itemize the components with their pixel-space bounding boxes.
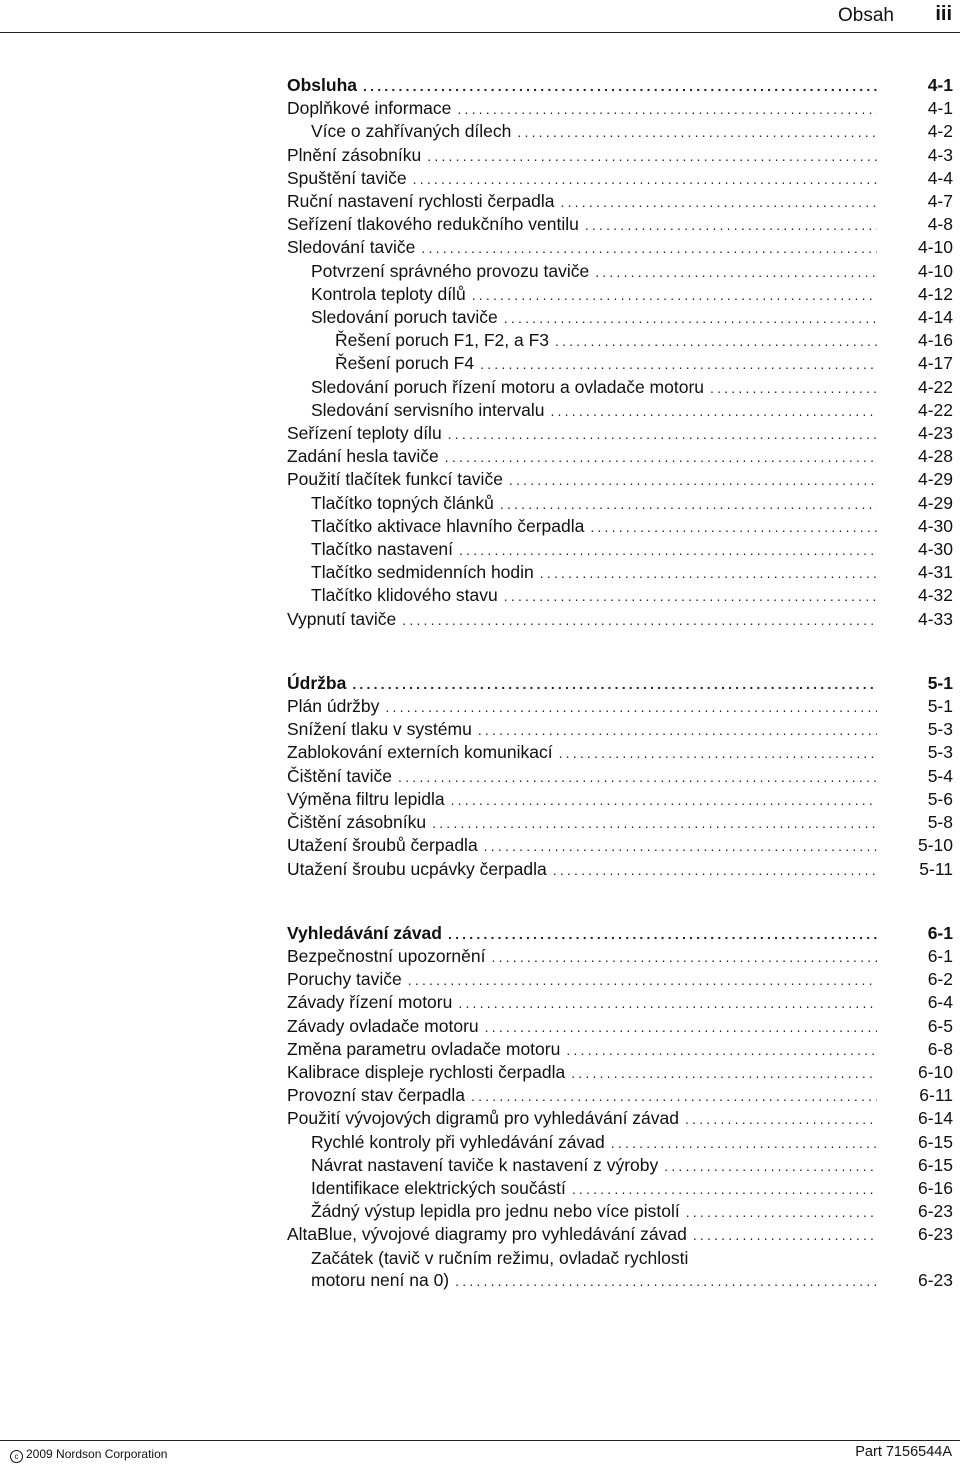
leader-dots [500,493,877,515]
leader-dots [561,191,878,213]
toc-entry-page: 5-6 [927,788,953,809]
toc-entry-page: 4-32 [917,585,953,606]
toc-entry-page: 4-17 [917,353,953,374]
toc-entry[interactable] [287,1038,953,1061]
toc-entry-page: 5-10 [917,835,953,856]
toc-entry[interactable] [287,167,953,190]
toc-entry-page: 4-3 [927,144,953,165]
toc-entry[interactable] [287,858,953,881]
toc-entry[interactable] [287,213,953,236]
toc-entry-title: Tlačítko topných článků [311,492,494,513]
toc-entry-page: 6-11 [919,1085,953,1106]
toc-entry-title: Změna parametru ovladače motoru [287,1038,561,1059]
toc-entry-title: Závady řízení motoru [287,992,453,1013]
toc-entry-title: Kontrola teploty dílů [311,283,466,304]
toc-entry[interactable] [287,538,953,561]
leader-dots [585,214,877,236]
leader-dots [408,969,877,991]
leader-dots [491,946,877,968]
toc-entry[interactable] [287,1154,953,1177]
leader-dots [472,284,877,306]
copyright-icon: c [10,1450,23,1463]
toc-entry-page: 6-2 [927,969,953,990]
leader-dots [478,719,877,741]
toc-chapter-heading[interactable] [287,74,953,97]
toc-entry[interactable] [287,1107,953,1130]
toc-entry-page: 6-23 [917,1269,953,1290]
toc-entry[interactable] [287,1131,953,1154]
toc-entry-title: Řešení poruch F4 [335,353,475,374]
leader-dots [590,516,877,538]
leader-dots [504,585,877,607]
leader-dots [686,1201,877,1223]
toc-entry[interactable] [287,376,953,399]
toc-entry-page: 4-33 [917,608,953,629]
toc-entry-page: 4-30 [917,539,953,560]
toc-entry[interactable] [287,695,953,718]
toc-section [287,672,953,881]
toc-entry-title: motoru není na 0) [311,1269,450,1290]
toc-entry-title: Sledování servisního intervalu [311,399,545,420]
leader-dots [459,539,877,561]
leader-dots [572,1178,877,1200]
leader-dots [445,446,877,468]
toc-entry-page: 6-1 [927,945,953,966]
toc-entry-page: 4-22 [917,376,953,397]
leader-dots [685,1108,877,1130]
toc-entry-page: 4-1 [927,98,953,119]
leader-dots [448,423,877,445]
toc-entry-title: Plán údržby [287,696,380,717]
leader-dots [550,400,877,422]
toc-entry-title: Potvrzení správného provozu taviče [311,260,590,281]
toc-entry-title: Snížení tlaku v systému [287,719,472,740]
toc-entry-title: Utažení šroubů čerpadla [287,835,478,856]
toc-entry[interactable] [287,190,953,213]
toc-entry-title: Žádný výstup lepidla pro jednu nebo více pistolí [311,1201,680,1222]
toc-entry-title: Spuštění taviče [287,167,407,188]
leader-dots [398,766,877,788]
header-page-number: iii [935,3,952,25]
leader-dots [458,992,877,1014]
toc-entry-page: 5-1 [927,696,953,717]
leader-dots [471,1085,877,1107]
toc-entry-title: Poruchy taviče [287,969,402,990]
toc-entry-title: Výměna filtru lepidla [287,788,445,809]
toc-entry-title: Sledování taviče [287,237,416,258]
toc-entry[interactable] [287,283,953,306]
toc-entry[interactable] [287,608,953,631]
toc-entry-page: 4-22 [917,399,953,420]
toc-entry[interactable] [287,260,953,283]
toc-entry[interactable] [287,765,953,788]
toc-entry-title: Vypnutí taviče [287,608,397,629]
toc-entry-page: 6-4 [927,992,953,1013]
leader-dots [540,562,877,584]
toc-entry-title: Tlačítko klidového stavu [311,585,498,606]
toc-entry-title: Vyhledávání závad [287,922,442,943]
leader-dots [485,1016,877,1038]
toc-entry[interactable] [287,834,953,857]
leader-dots [571,1062,877,1084]
toc-entry-page: 4-2 [927,121,953,142]
page-footer [0,1440,960,1469]
toc-entry-title: Více o zahřívaných dílech [311,121,512,142]
leader-dots [664,1155,877,1177]
toc-entry-page: 4-29 [917,492,953,513]
toc-entry-title: Použití tlačítek funkcí taviče [287,469,503,490]
toc-entry-page: 4-7 [927,191,953,212]
toc-entry-page: 4-23 [917,423,953,444]
toc-entry-page: 6-5 [927,1015,953,1036]
toc-entry[interactable] [287,120,953,143]
toc-entry[interactable] [287,561,953,584]
header-title: Obsah [838,5,894,26]
toc-entry[interactable] [287,991,953,1014]
leader-dots [517,121,877,143]
toc-entry-title: Provozní stav čerpadla [287,1085,466,1106]
toc-entry-title: Obsluha [287,75,358,95]
toc-entry-page: 6-8 [927,1038,953,1059]
toc-entry-page: 4-1 [927,75,953,95]
leader-dots [555,330,877,352]
toc-entry-page: 5-3 [927,742,953,763]
toc-entry-page: 4-31 [917,562,953,583]
leader-dots [413,168,877,190]
toc-entry-page: 6-23 [917,1201,953,1222]
leader-dots [427,145,877,167]
toc-entry[interactable] [287,1177,953,1200]
toc-section [287,74,953,631]
leader-dots [509,469,877,491]
toc-entry-title: Tlačítko sedmidenních hodin [311,562,534,583]
toc-entry[interactable] [287,1247,953,1269]
toc-entry[interactable] [287,399,953,422]
toc-entry[interactable] [287,945,953,968]
leader-dots [553,859,877,881]
toc-entry-page: 6-14 [917,1108,953,1129]
toc-entry-page: 4-16 [917,330,953,351]
leader-dots [451,789,877,811]
toc-entry[interactable] [287,329,953,352]
toc-entry-title: Zadání hesla taviče [287,446,439,467]
toc-entry-page: 4-10 [917,260,953,281]
toc-entry[interactable] [287,352,953,375]
leader-dots [710,377,877,399]
toc-entry-page: 4-29 [917,469,953,490]
leader-dots [611,1132,877,1154]
leader-dots [363,75,877,97]
toc-entry-title: AltaBlue, vývojové diagramy pro vyhledávání závad [287,1224,687,1245]
toc-entry-page: 6-15 [917,1131,953,1152]
toc-entry-page: 6-23 [917,1224,953,1245]
footer-copyright [10,1447,167,1463]
toc-entry-title: Tlačítko aktivace hlavního čerpadla [311,515,585,536]
toc-entry-title: Čištění taviče [287,765,393,786]
leader-dots [432,812,877,834]
leader-dots [402,609,877,631]
toc-entry-page: 5-8 [927,812,953,833]
toc-entry-page: 4-10 [917,237,953,258]
toc-entry-page: 4-4 [927,167,953,188]
toc-entry-title: Použití vývojových digramů pro vyhledávání závad [287,1108,680,1129]
toc-entry-title: Kalibrace displeje rychlosti čerpadla [287,1061,566,1082]
toc-entry-title: Utažení šroubu ucpávky čerpadla [287,858,547,879]
toc-entry-title: Doplňkové informace [287,98,452,119]
toc-entry-page: 5-4 [927,765,953,786]
leader-dots [448,923,877,945]
toc-entry[interactable] [287,811,953,834]
toc-entry-title: Identifikace elektrických součástí [311,1177,566,1198]
leader-dots [480,353,877,375]
footer-part-number: Part 7156544A [855,1444,952,1460]
toc-entry-title: Začátek (tavič v ručním režimu, ovladač rychlosti [311,1247,689,1268]
toc-entry-page: 5-3 [927,719,953,740]
leader-dots [566,1039,877,1061]
toc-entry[interactable] [287,97,953,120]
toc-entry-title: Údržba [287,672,347,693]
toc-entry[interactable] [287,1015,953,1038]
toc-entry[interactable] [287,236,953,259]
toc-entry-continuation[interactable] [287,1269,953,1292]
toc-entry-title: Plnění zásobníku [287,144,422,165]
toc-entry-page: 4-14 [917,307,953,328]
toc-entry[interactable] [287,306,953,329]
leader-dots [559,742,877,764]
table-of-contents [287,74,953,1333]
toc-entry-page: 6-1 [927,922,953,943]
toc-entry-title: Rychlé kontroly při vyhledávání závad [311,1131,605,1152]
toc-entry-page: 6-15 [917,1154,953,1175]
toc-entry[interactable] [287,584,953,607]
leader-dots [457,98,877,120]
toc-entry-title: Seřízení teploty dílu [287,423,442,444]
toc-entry[interactable] [287,1223,953,1246]
toc-entry-page: 4-12 [917,283,953,304]
leader-dots [693,1224,877,1246]
toc-entry-title: Seřízení tlakového redukčního ventilu [287,214,579,235]
leader-dots [455,1270,877,1292]
leader-dots [595,261,877,283]
toc-entry[interactable] [287,1061,953,1084]
toc-chapter-heading[interactable] [287,922,953,945]
leader-dots [484,835,877,857]
toc-chapter-heading[interactable] [287,672,953,695]
toc-entry-title: Tlačítko nastavení [311,539,454,560]
toc-entry[interactable] [287,968,953,991]
toc-entry[interactable] [287,741,953,764]
toc-entry[interactable] [287,445,953,468]
toc-entry-page: 4-8 [927,214,953,235]
toc-entry[interactable] [287,788,953,811]
leader-dots [421,237,877,259]
toc-entry[interactable] [287,422,953,445]
toc-entry-title: Sledování poruch taviče [311,307,498,328]
leader-dots [352,673,877,695]
toc-entry-title: Návrat nastavení taviče k nastavení z výroby [311,1154,659,1175]
toc-entry-title: Zablokování externích komunikací [287,742,553,763]
toc-section [287,922,953,1292]
toc-entry[interactable] [287,1084,953,1107]
toc-entry-title: Řešení poruch F1, F2, a F3 [335,330,549,351]
toc-entry-title: Bezpečnostní upozornění [287,945,486,966]
page-header [0,0,960,33]
toc-entry-title: Závady ovladače motoru [287,1015,479,1036]
toc-entry[interactable] [287,144,953,167]
toc-entry[interactable] [287,492,953,515]
toc-entry-page: 6-16 [917,1177,953,1198]
leader-dots [385,696,877,718]
toc-entry[interactable] [287,468,953,491]
toc-entry-page: 5-1 [927,672,953,693]
toc-entry[interactable] [287,1200,953,1223]
toc-entry-page: 6-10 [917,1061,953,1082]
toc-entry-page: 4-30 [917,515,953,536]
toc-entry-page: 4-28 [917,446,953,467]
toc-entry-page: 5-11 [919,858,953,879]
toc-entry-title: Ruční nastavení rychlosti čerpadla [287,191,555,212]
leader-dots [504,307,877,329]
toc-entry[interactable] [287,515,953,538]
copyright-text: 2009 Nordson Corporation [26,1447,168,1461]
toc-entry-title: Čištění zásobníku [287,812,427,833]
toc-entry-title: Sledování poruch řízení motoru a ovladače motoru [311,376,704,397]
toc-entry[interactable] [287,718,953,741]
